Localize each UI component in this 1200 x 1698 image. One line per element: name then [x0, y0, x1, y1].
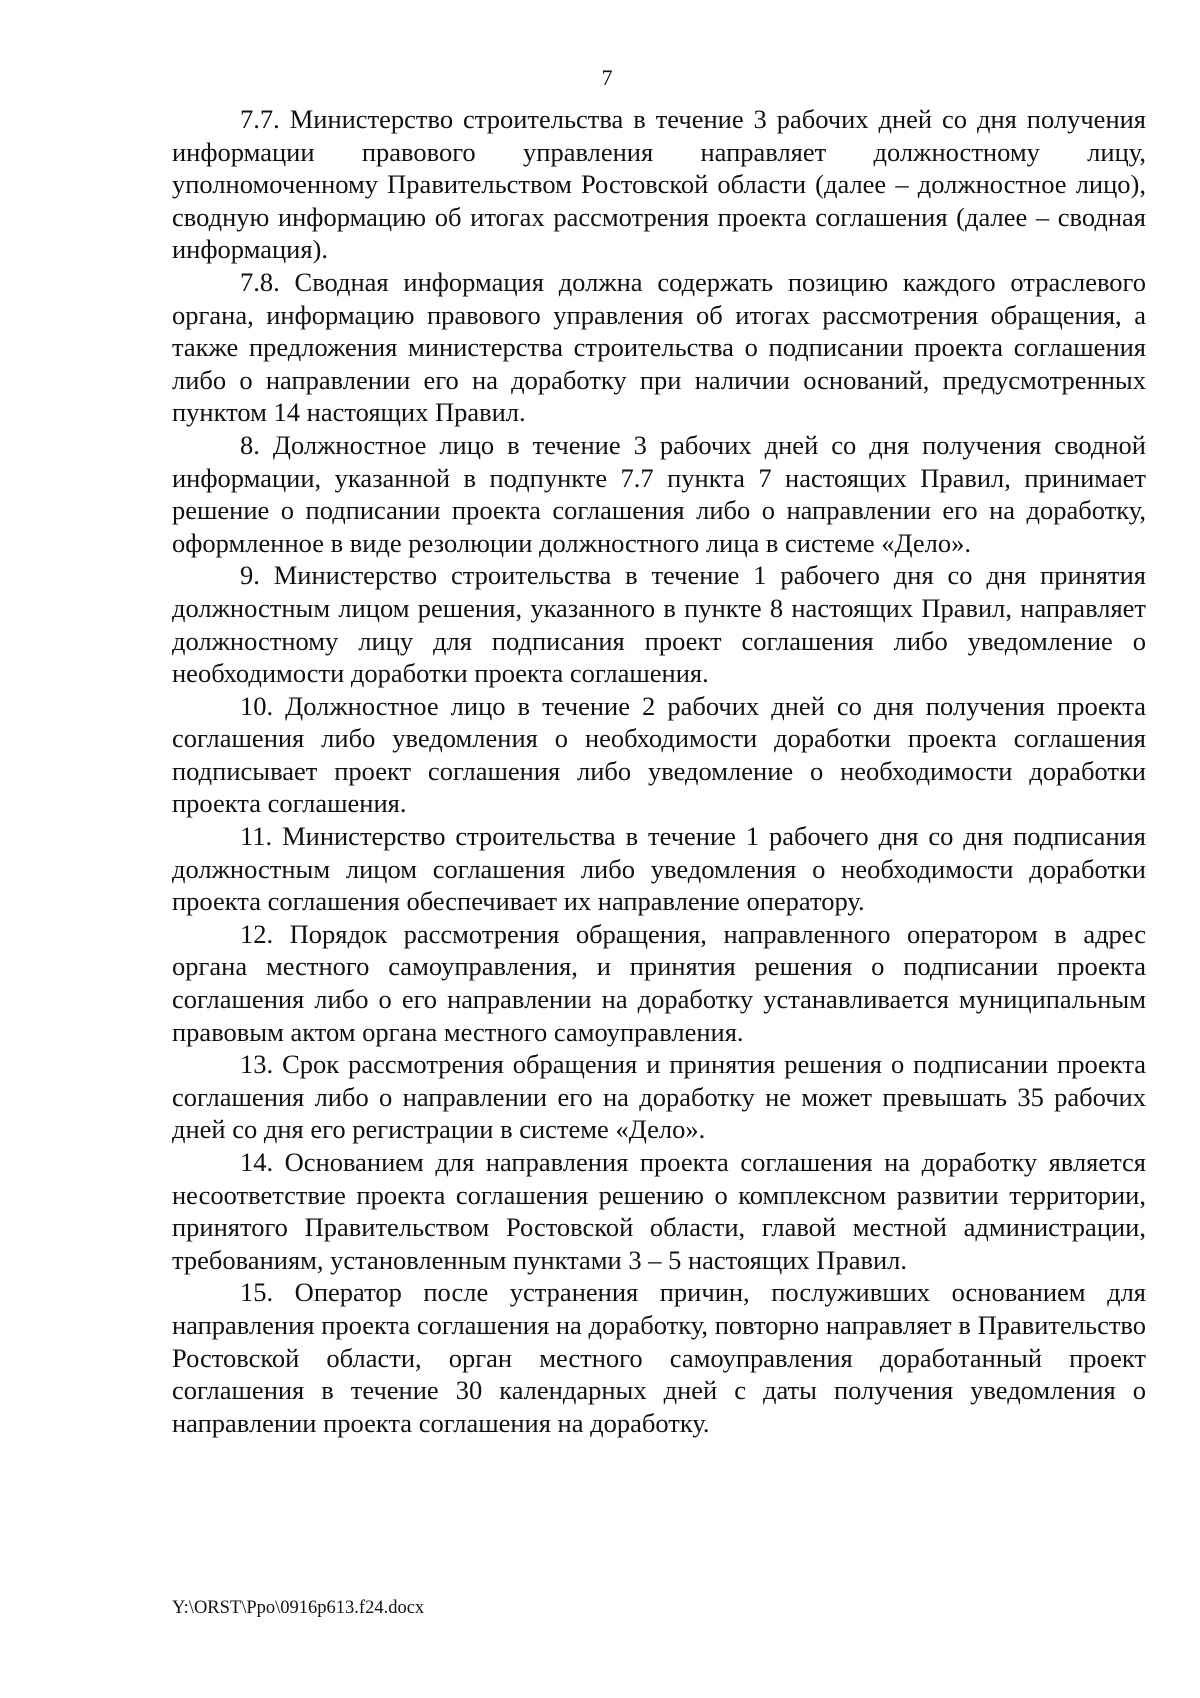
paragraph-7-8: 7.8. Сводная информация должна содержать позицию каждого отраслевого органа, информацию правового управления об итогах рассмотрения обращения, а также предложения министерства строительства о подписании проекта соглашения либо о направлении его на доработку при наличии оснований, предусмотренных пунктом 14 настоящих Правил.: [172, 266, 1146, 428]
page-number: 7: [601, 65, 613, 90]
document-body: [172, 103, 1146, 1439]
paragraph-9: 9. Министерство строительства в течение 1 рабочего дня со дня принятия должностным лицом решения, указанного в пункте 8 настоящих Правил, направляет должностному лицу для подписания проект соглашения либо уведомление о необходимости доработки проекта соглашения.: [172, 560, 1146, 689]
paragraph-10: 10. Должностное лицо в течение 2 рабочих дней со дня получения проекта соглашения либо уведомления о необходимости доработки проекта соглашения подписывает проект соглашения либо уведомление о необходимости доработки проекта соглашения.: [172, 690, 1146, 819]
paragraph-12: 12. Порядок рассмотрения обращения, направленного оператором в адрес органа местного самоуправления, и принятия решения о подписании проекта соглашения либо о его направлении на доработку устанавливается муниципальным правовым актом органа местного самоуправления.: [172, 918, 1146, 1047]
paragraph-8: 8. Должностное лицо в течение 3 рабочих дней со дня получения сводной информации, указанной в подпункте 7.7 пункта 7 настоящих Правил, принимает решение о подписании проекта соглашения либо о направлении его на доработку, оформленное в виде резолюции должностного лица в системе «Дело».: [172, 429, 1146, 558]
footer-file-path: Y:\ORST\Ppo\0916p613.f24.docx: [172, 1598, 425, 1618]
paragraph-7-7: 7.7. Министерство строительства в течение 3 рабочих дней со дня получения информации правового управления направляет должностному лицу, уполномоченному Правительством Ростовской области (далее – должностное лицо), сводную информацию об итогах рассмотрения проекта соглашения (далее – сводная информация).: [172, 104, 1146, 265]
paragraph-11: 11. Министерство строительства в течение 1 рабочего дня со дня подписания должностным лицом соглашения либо уведомления о необходимости доработки проекта соглашения обеспечивает их направление оператору.: [172, 821, 1146, 917]
paragraph-14: 14. Основанием для направления проекта соглашения на доработку является несоответствие проекта соглашения решению о комплексном развитии территории, принятого Правительством Ростовской области, главой местной администрации, требованиям, установленным пунктами 3 – 5 настоящих Правил.: [172, 1147, 1146, 1275]
paragraph-15: 15. Оператор после устранения причин, послуживших основанием для направления проекта соглашения на доработку, повторно направляет в Правительство Ростовской области, орган местного самоуправления доработанный проект соглашения в течение 30 календарных дней с даты получения уведомления о направлении проекта соглашения на доработку.: [172, 1277, 1146, 1438]
paragraph-13: 13. Срок рассмотрения обращения и принятия решения о подписании проекта соглашения либо о направлении его на доработку не может превышать 35 рабочих дней со дня его регистрации в системе «Дело».: [172, 1049, 1146, 1145]
